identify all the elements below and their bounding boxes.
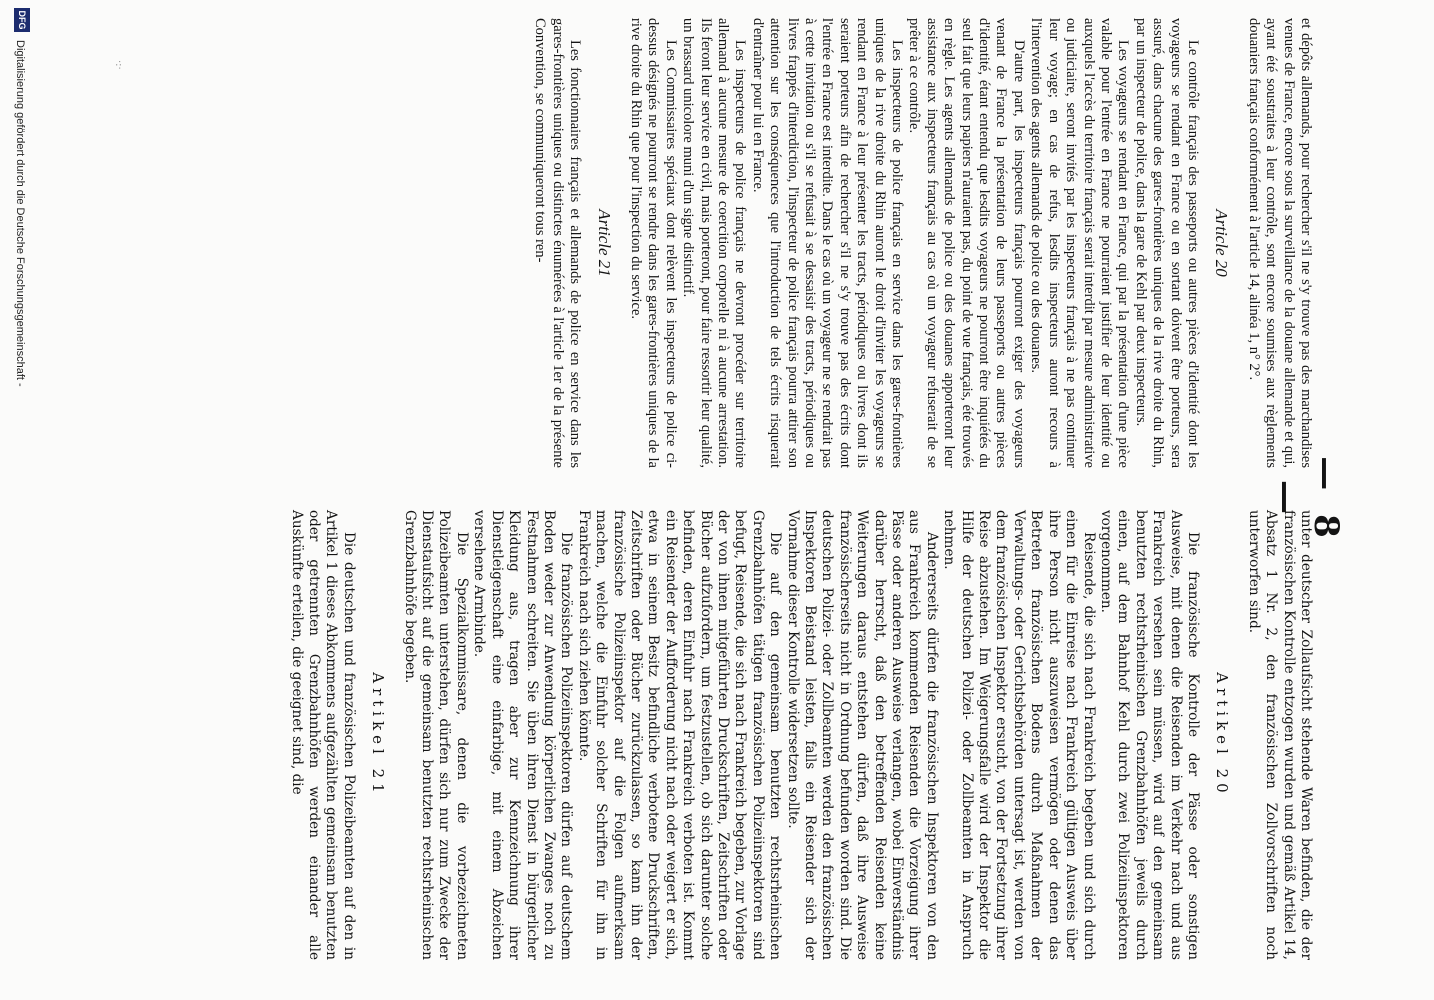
german-article-20-paragraph: Andererseits dürfen die französischen Inspektoren von den aus Frankreich kommenden Reisenden die Vorzeigung ihrer Pässe oder anderen Ausweise verlangen, wobei Einverständnis darüber herrscht, daß den betreffenden Reisenden keine Weiterungen daraus entstehen dürfen, daß ihre Ausweise französischerseits nicht in Ordnung befunden worden sind. Die deutschen Polizei- oder Zollbeamten werden den französischen Inspektoren Beistand leisten, falls ein Reisender sich der Vornahme dieser Kontrolle widersetzen sollte. [784,510,940,960]
french-article-20-paragraph: Les inspecteurs de police français ne devront procéder sur territoire allemand à aucune mesure de coercition corporelle ni à aucune arrestation. Ils feront leur service en civil, mais porteront, pour faire ressortir leur qualité, un brassard unicolore muni d'un signe distinctif. [680,18,749,468]
french-article-20-paragraph: Les inspecteurs de police français en service dans les gares-frontières uniques de la rive droite du Rhin auront le droit d'inviter les voyageurs se rendant en France à leur présenter les tracts, périodiques ou livres dont ils seraient porteurs afin de rechercher s'il ne s'y trouve pas des écrits dont l'entrée en France est interdite. Dans le cas où un voyageur ne se rendrait pas à cette invitation ou s'il se refusait à se dessaisir des tracts, périodiques ou livres frappés d'interdiction, l'inspecteur de police français pourra attirer son attention sur les conséquences que l'introduction de tels écrits risquerait d'entraîner pour lui en France. [749,18,906,468]
french-article-21-paragraph: Les fonctionnaires français et allemands de police en service dans les gares-frontières uniques ou distinctes énumérées à l'article 1er de la présente Convention, se communiqueront tous ren- [532,18,584,468]
german-article-20-heading: Artikel 20 [1213,672,1232,798]
german-article-20-paragraph: Die französischen Polizeiinspektoren dürfen auf deutschem Boden weder zur Anwendung körperlichen Zwanges noch zu Festnahmen schreiten. Sie üben ihren Dienst in bürgerlicher Kleidung aus, tragen aber zur Kennzeichnung ihrer Dienstleigenschaft eine einfarbige, mit einem Abzeichen versehene Armbinde. [471,510,575,960]
french-intro-paragraph: et dépôts allemands, pour rechercher s'il ne s'y trouve pas des marchandises venues de France, encore sous la surveillance de la douane allemande et qui, ayant été soustraites à leur contrôle, sont encore soumises aux règlements douaniers français conformément à l'article 14, alinéa 1, n° 2°. [1245,18,1314,468]
french-article-21-heading: Article 21 [594,209,614,277]
german-column [287,510,1314,960]
french-article-20-paragraph: Le contrôle français des passeports ou autres pièces d'identité dont les voyageurs se rendant en France ou en sortant doivent être porteurs, sera assuré, dans chacune des gares-frontières uniques de la rive droite du Rhin, par un inspecteur de police, dans la gare de Kehl par deux inspecteurs. [1132,18,1201,468]
scan-speck: ·:· [113,60,124,70]
german-intro-paragraph: unter deutscher Zollaufsicht stehende Waren befinden, die der französischen Kontrolle entzogen wurden und gemäß Artikel 14, Absatz 1 Nr. 2, den französischen Zollvorschriften noch unterworfen sind. [1245,510,1314,960]
german-article-20-paragraph: Die französische Kontrolle der Pässe oder sonstigen Ausweise, mit denen die Reisenden im Verkehr nach und aus Frankreich versehen sein müssen, wird auf den gemeinsam benutzten rechtsrheinischen Grenzbahnhöfen jeweils durch einen, auf dem Bahnhof Kehl durch zwei Polizeiinspektoren vorgenommen. [1097,510,1201,960]
french-article-20-heading: Article 20 [1212,209,1232,277]
german-article-20-paragraph: Die Spezialkommissare, denen die vorbezeichneten Polizeibeamten unterstehen, dürfen sich nur zum Zwecke der Dienstaufsicht auf die gemeinsam benutzten rechtsrheinischen Grenzbahnhöfe begeben. [401,510,470,960]
german-article-20-paragraph: Reisende, die sich nach Frankreich begeben und sich durch einen für die Einreise nach Frankreich gültigen Ausweis über ihre Person nicht auszuweisen vermögen oder denen das Betreten französischen Bodens durch Maßnahmen der Verwaltungs- oder Gerichtsbehörden untersagt ist, werden von dem französischen Inspektor ersucht, von der Fortsetzung ihrer Reise abzustehen. Im Weigerungsfalle wird der Inspektor die Hilfe der deutschen Polizei- oder Zollbeamten in Anspruch nehmen. [941,510,1097,960]
french-article-20-paragraph: D'autre part, les inspecteurs français pourront exiger des voyageurs venant de France la présentation de leurs passeports ou autres pièces d'identité, étant entendu que lesdits voyageurs ne pourront être inquiétés du seul fait que leurs papiers n'auraient pas, du point de vue français, été trouvés en règle. Les agents allemands de police ou des douanes apporteront leur assistance aux inspecteurs français au cas où un voyageur refuserait de se prêter à ce contrôle. [906,18,1027,468]
german-article-21-heading: Artikel 21 [369,672,388,798]
french-article-20-paragraph: Les Commissaires spéciaux dont relèvent les inspecteurs de police ci-dessus désignés ne pourront se rendre dans les gares-frontières uniques de la rive droite du Rhin que pour l'inspection du service. [627,18,679,468]
french-article-20-paragraph: Les voyageurs se rendant en France, qui par la présentation d'une pièce valable pour l'entrée en France ne pourraient justifier de leur identité ou auxquels l'accès du territoire français serait interdit par mesure administrative ou judiciaire, seront invités par les inspecteurs français à ne pas continuer leur voyage; en cas de refus, lesdits inspecteurs auront recours à l'intervention des agents allemands de police ou des douanes. [1028,18,1132,468]
page-number: — 8 — [1266,456,1346,544]
digitization-credit: Digitalisierung gefördert durch die Deutsche Forschungsgemeinschaft - [14,40,26,387]
dfg-logo: DFG [14,8,30,32]
french-column [531,18,1314,468]
german-article-20-paragraph: Die auf den gemeinsam benutzten rechtsrheinischen Grenzbahnhöfen tätigen französischen Polizeiinspektoren sind befugt, Reisende, die sich nach Frankreich begeben, zur Vorlage der von ihnen mitgeführten Druckschriften, Zeitschriften oder Bücher aufzufordern, um festzustellen, ob sich darunter solche befinden, deren Einfuhr nach Frankreich verboten ist. Kommt ein Reisender der Aufforderung nicht nach oder weigert er sich, etwa in seinem Besitz befindliche verbotene Druckschriften, Zeitschriften oder Bücher zurückzulassen, so kann ihn der französische Polizeiinspektor auf die Folgen aufmerksam machen, welche die Einfuhr solcher Schriften für ihn in Frankreich nach sich ziehen könnte. [575,510,784,960]
german-article-21-paragraph: Die deutschen und französischen Polizeibeamten auf den in Artikel 1 dieses Abkommens aufgezählten gemeinsam benutzten oder getrennten Grenzbahnhöfen werden einander alle Auskünfte erteilen, die geeignet sind, die [288,510,357,960]
